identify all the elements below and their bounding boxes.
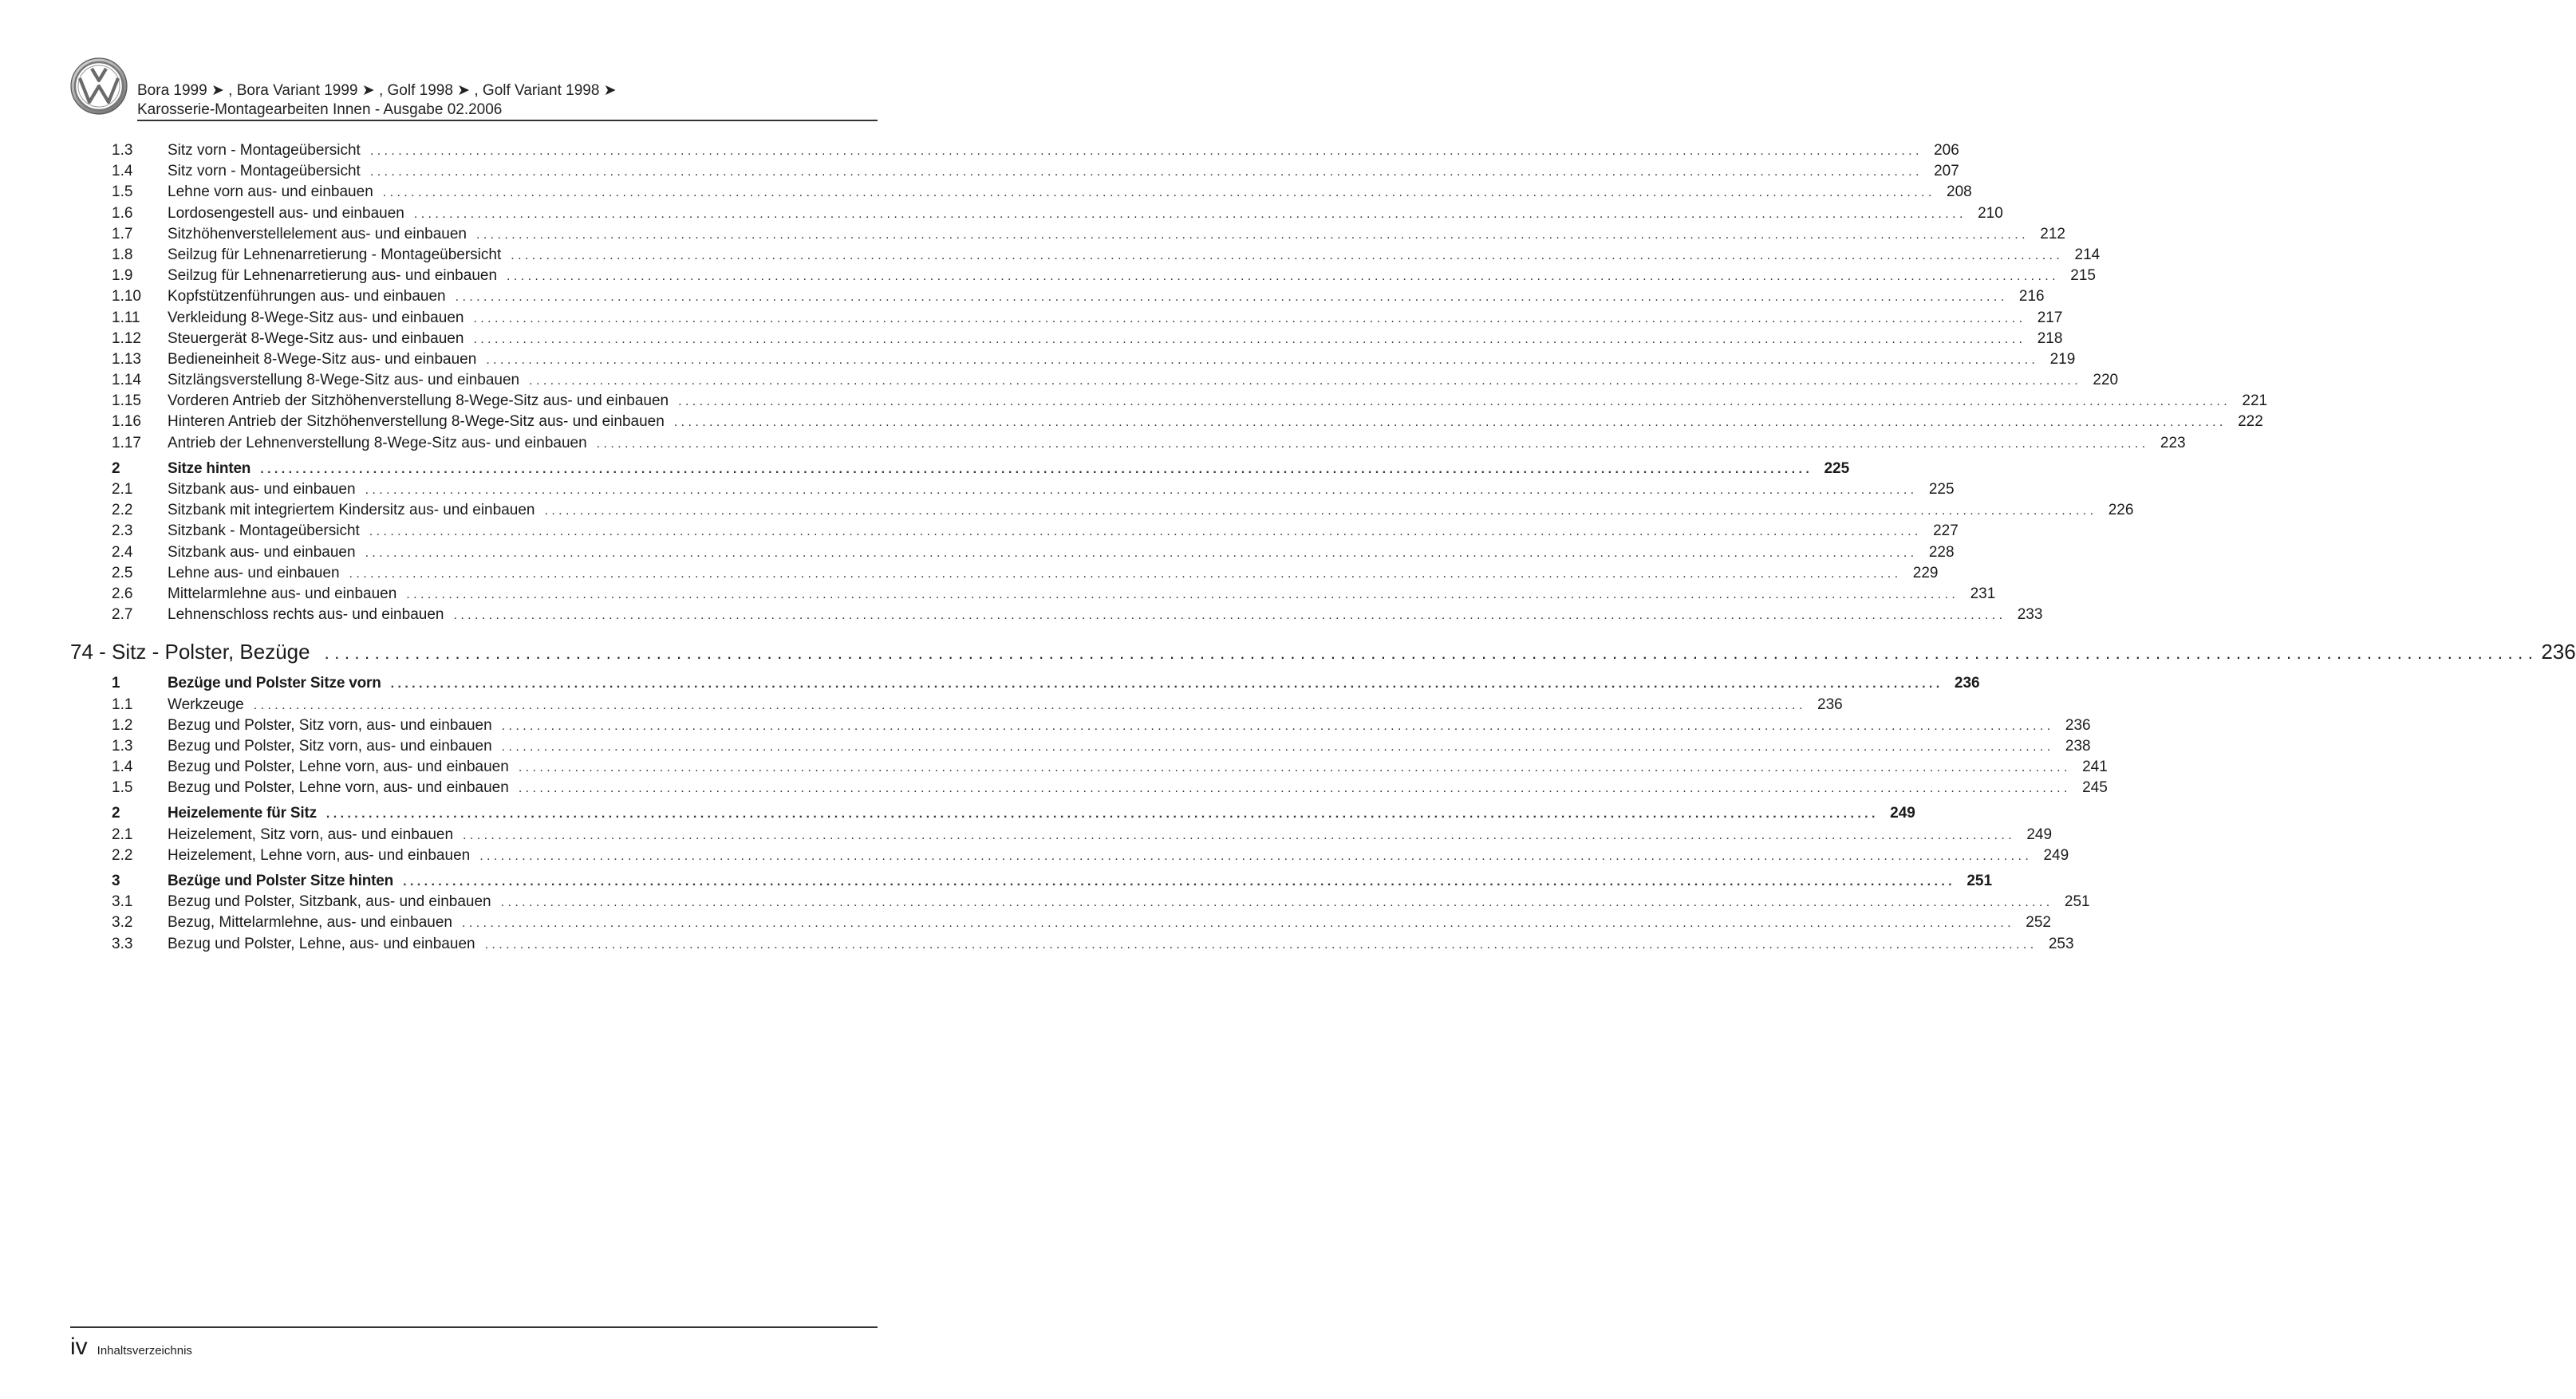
dot-leader: ............................................................................................................................................................................................................................ xyxy=(413,207,1967,221)
toc-entry-number: 1.10 xyxy=(112,288,141,305)
toc-entry-number: 2.1 xyxy=(112,826,133,843)
toc-entry-title: Bezug, Mittelarmlehne, aus- und einbauen xyxy=(168,914,453,932)
dot-leader: ............................................................................................................................................................................................................................ xyxy=(518,761,2071,775)
toc-entry-title: Antrieb der Lehnenverstellung 8-Wege-Sitz aus- und einbauen xyxy=(168,434,587,451)
toc-section-row[interactable] xyxy=(70,673,1980,694)
dot-leader: ............................................................................................................................................................................................................................ xyxy=(501,719,2054,733)
dot-leader: ............................................................................................................................................................................................................................ xyxy=(596,436,2149,451)
dot-leader: ............................................................................................................................................................................................................................ xyxy=(475,227,2029,242)
toc-entry-title: Bezug und Polster, Sitz vorn, aus- und einbauen xyxy=(168,737,492,755)
toc-entry-number: 1.16 xyxy=(112,413,141,431)
dot-leader: ............................................................................................................................................................................................................................ xyxy=(473,311,2026,325)
toc-entry-title: Sitzlängsverstellung 8-Wege-Sitz aus- und einbauen xyxy=(168,372,520,389)
dot-leader: ............................................................................................................................................................................................................................ xyxy=(453,609,2006,623)
dot-leader: ............................................................................................................................................................................................................................ xyxy=(455,290,2008,305)
dot-leader: ............................................................................................................................................................................................................................ xyxy=(463,828,2016,842)
toc-entry-row[interactable] xyxy=(70,140,1959,161)
toc-entry-page: 236 xyxy=(1817,696,1843,713)
toc-entry-row[interactable] xyxy=(70,695,1843,715)
toc-entry-page: 214 xyxy=(2074,246,2101,263)
toc-entry-row[interactable] xyxy=(70,245,2101,266)
toc-entry-page: 252 xyxy=(2026,914,2051,932)
toc-section-row[interactable] xyxy=(70,803,1915,824)
toc-entry-row[interactable] xyxy=(70,563,1939,584)
dot-leader: ............................................................................................................................................................................................................................ xyxy=(349,566,1902,581)
toc-entry-page: 219 xyxy=(2049,350,2076,368)
toc-entry-title: Bezug und Polster, Lehne vorn, aus- und einbauen xyxy=(168,759,509,776)
toc-entry-title: Heizelement, Sitz vorn, aus- und einbauen xyxy=(168,826,454,843)
toc-entry-number: 1.5 xyxy=(112,183,133,201)
dot-leader: ............................................................................................................................................................................................................................ xyxy=(486,353,2039,367)
toc-entry-page: 207 xyxy=(1934,163,1959,180)
toc-entry-number: 1.4 xyxy=(112,759,133,776)
toc-entry-number: 1.11 xyxy=(112,309,140,326)
toc-entry-page: 245 xyxy=(2082,779,2108,797)
toc-entry-page: 253 xyxy=(2048,935,2074,952)
table-of-contents xyxy=(70,140,2576,955)
toc-entry-page: 226 xyxy=(2108,502,2134,519)
toc-entry-row[interactable] xyxy=(70,934,2074,955)
page-header xyxy=(70,51,878,121)
toc-entry-row[interactable] xyxy=(70,308,2063,329)
toc-entry-number: 2 xyxy=(112,805,120,822)
toc-entry-row[interactable] xyxy=(70,329,2063,349)
dot-leader: ............................................................................................................................................................................................................................ xyxy=(518,782,2071,796)
dot-leader: ............................................................................................................................................................................................................................ xyxy=(382,186,1935,200)
toc-entry-title: Werkzeuge xyxy=(168,696,244,713)
dot-leader: ............................................................................................................................................................................................................................ xyxy=(325,807,1879,822)
toc-entry-row[interactable] xyxy=(70,224,2065,245)
toc-entry-row[interactable] xyxy=(70,203,2003,224)
toc-entry-title: Bezüge und Polster Sitze vorn xyxy=(168,675,381,692)
toc-entry-page: 215 xyxy=(2070,267,2096,285)
toc-entry-row[interactable] xyxy=(70,266,2096,286)
toc-entry-title: Sitzbank mit integriertem Kindersitz aus- und einbauen xyxy=(168,502,535,519)
toc-entry-number: 2.2 xyxy=(112,502,133,519)
footer-divider xyxy=(70,1326,878,1328)
toc-entry-number: 2.4 xyxy=(112,543,133,561)
toc-entry-page: 225 xyxy=(1824,459,1850,477)
dot-leader: ............................................................................................................................................................................................................................ xyxy=(369,144,1923,158)
dot-leader: ............................................................................................................................................................................................................................ xyxy=(403,875,1956,889)
toc-entry-page: 231 xyxy=(1970,585,1996,602)
toc-entry-row[interactable] xyxy=(70,757,2108,778)
toc-entry-number: 2 xyxy=(112,459,120,477)
toc-entry-page: 251 xyxy=(1967,873,1993,889)
toc-entry-page: 208 xyxy=(1947,183,1972,201)
toc-entry-row[interactable] xyxy=(70,521,1959,542)
toc-entry-row[interactable] xyxy=(70,892,2090,912)
toc-entry-page: 228 xyxy=(1928,543,1955,561)
dot-leader: ............................................................................................................................................................................................................................ xyxy=(369,165,1923,179)
toc-entry-number: 1.7 xyxy=(112,225,133,242)
toc-entry-page: 236 xyxy=(2065,716,2091,734)
toc-entry-title: Bezug und Polster, Lehne vorn, aus- und einbauen xyxy=(168,779,509,797)
toc-entry-number: 1.1 xyxy=(112,696,133,713)
vw-logo-icon xyxy=(70,57,128,115)
toc-entry-number: 2.2 xyxy=(112,846,133,864)
dot-leader: ............................................................................................................................................................................................................................ xyxy=(365,546,1918,560)
toc-entry-page: 249 xyxy=(2043,846,2069,864)
toc-entry-title: Sitz vorn - Montageübersicht xyxy=(168,163,361,180)
toc-entry-number: 1.13 xyxy=(112,350,141,368)
toc-entry-title: Lordosengestell aus- und einbauen xyxy=(168,204,404,222)
toc-entry-number: 2.3 xyxy=(112,522,133,540)
toc-entry-row[interactable] xyxy=(70,412,2263,432)
toc-entry-title: Lehne aus- und einbauen xyxy=(168,564,340,581)
toc-entry-title: Seilzug für Lehnenarretierung aus- und einbauen xyxy=(168,267,498,285)
toc-entry-title: Heizelement, Lehne vorn, aus- und einbauen xyxy=(168,846,471,864)
toc-entry-page: 225 xyxy=(1928,481,1955,498)
toc-entry-row[interactable] xyxy=(70,286,2045,307)
toc-entry-number: 1.3 xyxy=(112,142,133,159)
footer-label: Inhaltsverzeichnis xyxy=(97,1344,192,1358)
toc-entry-page: 238 xyxy=(2065,737,2091,755)
toc-entry-row[interactable] xyxy=(70,500,2134,521)
toc-entry-title: Bezug und Polster, Sitz vorn, aus- und einbauen xyxy=(168,716,492,734)
toc-entry-number: 1.6 xyxy=(112,204,133,222)
toc-entry-title: Sitze hinten xyxy=(168,459,251,477)
toc-entry-row[interactable] xyxy=(70,479,1955,500)
dot-leader: ............................................................................................................................................................................................................................ xyxy=(406,587,1959,601)
toc-entry-title: Bezug und Polster, Sitzbank, aus- und einbauen xyxy=(168,893,491,911)
toc-entry-row[interactable] xyxy=(70,845,2069,866)
toc-entry-page: 217 xyxy=(2037,309,2063,326)
toc-entry-title: Sitz vorn - Montageübersicht xyxy=(168,142,361,159)
toc-entry-number: 3.3 xyxy=(112,935,133,952)
toc-entry-page: 212 xyxy=(2040,225,2065,242)
header-divider xyxy=(137,120,878,121)
toc-entry-number: 1.17 xyxy=(112,434,141,451)
toc-entry-page: 206 xyxy=(1934,142,1959,159)
toc-section-row[interactable] xyxy=(70,459,1850,479)
toc-entry-page: 249 xyxy=(1890,805,1915,822)
toc-entry-title: Hinteren Antrieb der Sitzhöhenverstellung 8-Wege-Sitz aus- und einbauen xyxy=(168,413,665,431)
toc-entry-page: 218 xyxy=(2037,329,2063,347)
toc-entry-title: Vorderen Antrieb der Sitzhöhenverstellung 8-Wege-Sitz aus- und einbauen xyxy=(168,392,669,410)
toc-entry-page: 229 xyxy=(1912,564,1939,581)
toc-entry-row[interactable] xyxy=(70,542,1955,563)
dot-leader: ............................................................................................................................................................................................................................ xyxy=(365,483,1918,497)
toc-entry-row[interactable] xyxy=(70,736,2091,757)
toc-entry-number: 1.2 xyxy=(112,716,133,734)
toc-entry-title: Bezüge und Polster Sitze hinten xyxy=(168,873,394,889)
toc-section-row[interactable] xyxy=(70,871,1993,892)
toc-entry-number: 3 xyxy=(112,873,120,889)
toc-entry-title: Verkleidung 8-Wege-Sitz aus- und einbauen xyxy=(168,309,464,326)
dot-leader: ............................................................................................................................................................................................................................ xyxy=(544,504,2097,518)
toc-entry-row[interactable] xyxy=(70,605,2043,625)
dot-leader: ............................................................................................................................................................................................................................ xyxy=(529,374,2082,388)
toc-entry-page: 222 xyxy=(2238,413,2263,431)
toc-entry-row[interactable] xyxy=(70,584,1996,605)
toc-entry-row[interactable] xyxy=(70,182,1972,203)
toc-entry-title: Bedieneinheit 8-Wege-Sitz aus- und einbauen xyxy=(168,350,477,368)
dot-leader: ............................................................................................................................................................................................................................ xyxy=(260,462,1813,476)
toc-entry-row[interactable] xyxy=(70,370,2119,391)
toc-entry-page: 249 xyxy=(2026,826,2053,843)
dot-leader: ............................................................................................................................................................................................................................ xyxy=(501,739,2054,754)
header-text xyxy=(137,81,617,120)
toc-entry-page: 233 xyxy=(2017,606,2043,624)
toc-entry-page: 227 xyxy=(1933,522,1959,540)
toc-entry-row[interactable] xyxy=(70,778,2108,798)
toc-entry-number: 2.5 xyxy=(112,564,133,581)
dot-leader: ............................................................................................................................................................................................................................ xyxy=(369,525,1922,539)
toc-entry-page: 221 xyxy=(2242,392,2268,410)
toc-entry-number: 3.2 xyxy=(112,914,133,932)
dot-leader: ............................................................................................................................................................................................................................ xyxy=(673,416,2227,430)
toc-entry-row[interactable] xyxy=(70,825,2053,845)
toc-entry-title: Lehnenschloss rechts aus- und einbauen xyxy=(168,606,444,624)
toc-entry-title: Lehne vorn aus- und einbauen xyxy=(168,183,373,201)
toc-entry-number: 2.6 xyxy=(112,585,133,602)
toc-entry-number: 1.14 xyxy=(112,372,141,389)
dot-leader: ............................................................................................................................................................................................................................ xyxy=(507,270,2059,284)
toc-entry-number: 2.1 xyxy=(112,481,133,498)
dot-leader: ............................................................................................................................................................................................................................ xyxy=(479,849,2033,863)
toc-entry-row[interactable] xyxy=(70,715,2091,736)
header-subtitle: Karosserie-Montagearbeiten Innen - Ausgabe 02.2006 xyxy=(137,101,503,118)
page-footer xyxy=(70,1334,192,1361)
toc-entry-number: 1.12 xyxy=(112,329,141,347)
dot-leader: ............................................................................................................................................................................................................................ xyxy=(511,248,2064,262)
toc-entry-title: Bezug und Polster, Lehne, aus- und einbauen xyxy=(168,935,475,952)
toc-entry-number: 1.5 xyxy=(112,779,133,797)
toc-entry-page: 220 xyxy=(2093,372,2119,389)
dot-leader: ............................................................................................................................................................................................................................ xyxy=(390,677,1943,692)
dot-leader: ............................................................................................................................................................................................................................ xyxy=(324,643,2539,664)
toc-entry-number: 1.8 xyxy=(112,246,133,263)
toc-entry-number: 3.1 xyxy=(112,893,133,911)
toc-entry-number: 1 xyxy=(112,675,120,692)
toc-entry-row[interactable] xyxy=(70,349,2076,370)
dot-leader: ............................................................................................................................................................................................................................ xyxy=(484,937,2038,952)
toc-entry-page: 251 xyxy=(2064,893,2090,911)
toc-entry-page: 223 xyxy=(2160,434,2186,451)
toc-entry-row[interactable] xyxy=(70,433,2186,454)
toc-entry-title: Steuergerät 8-Wege-Sitz aus- und einbauen xyxy=(168,329,464,347)
toc-entry-title: Kopfstützenführungen aus- und einbauen xyxy=(168,288,446,305)
dot-leader: ............................................................................................................................................................................................................................ xyxy=(253,698,1806,712)
header-models: Bora 1999 ➤ , Bora Variant 1999 ➤ , Golf 1998 ➤ , Golf Variant 1998 ➤ xyxy=(137,82,617,99)
toc-chapter-page: 236 xyxy=(2541,640,2576,664)
toc-entry-title: Heizelemente für Sitz xyxy=(168,805,317,822)
toc-entry-page: 236 xyxy=(1954,675,1980,692)
toc-entry-page: 241 xyxy=(2082,759,2108,776)
toc-entry-title: Sitzbank aus- und einbauen xyxy=(168,543,356,561)
toc-entry-page: 216 xyxy=(2018,288,2045,305)
toc-chapter-row[interactable] xyxy=(70,636,2576,668)
toc-entry-row[interactable] xyxy=(70,912,2051,933)
toc-entry-title: Sitzbank aus- und einbauen xyxy=(168,481,356,498)
dot-leader: ............................................................................................................................................................................................................................ xyxy=(500,896,2053,910)
toc-entry-title: Sitzhöhenverstellelement aus- und einbauen xyxy=(168,225,467,242)
toc-entry-page: 210 xyxy=(1978,204,2003,222)
dot-leader: ............................................................................................................................................................................................................................ xyxy=(462,916,2014,931)
toc-entry-number: 1.4 xyxy=(112,163,133,180)
toc-entry-number: 1.15 xyxy=(112,392,141,410)
dot-leader: ............................................................................................................................................................................................................................ xyxy=(678,395,2231,409)
toc-entry-title: Seilzug für Lehnenarretierung - Montageübersicht xyxy=(168,246,502,263)
toc-chapter-title: 74 - Sitz - Polster, Bezüge xyxy=(70,640,310,664)
page-number: iv xyxy=(70,1334,88,1360)
toc-entry-number: 1.3 xyxy=(112,737,133,755)
toc-entry-number: 1.9 xyxy=(112,267,133,285)
toc-entry-row[interactable] xyxy=(70,161,1959,182)
toc-entry-title: Mittelarmlehne aus- und einbauen xyxy=(168,585,397,602)
toc-entry-number: 2.7 xyxy=(112,606,133,624)
toc-entry-title: Sitzbank - Montageübersicht xyxy=(168,522,360,540)
dot-leader: ............................................................................................................................................................................................................................ xyxy=(473,332,2026,346)
toc-entry-row[interactable] xyxy=(70,391,2268,412)
